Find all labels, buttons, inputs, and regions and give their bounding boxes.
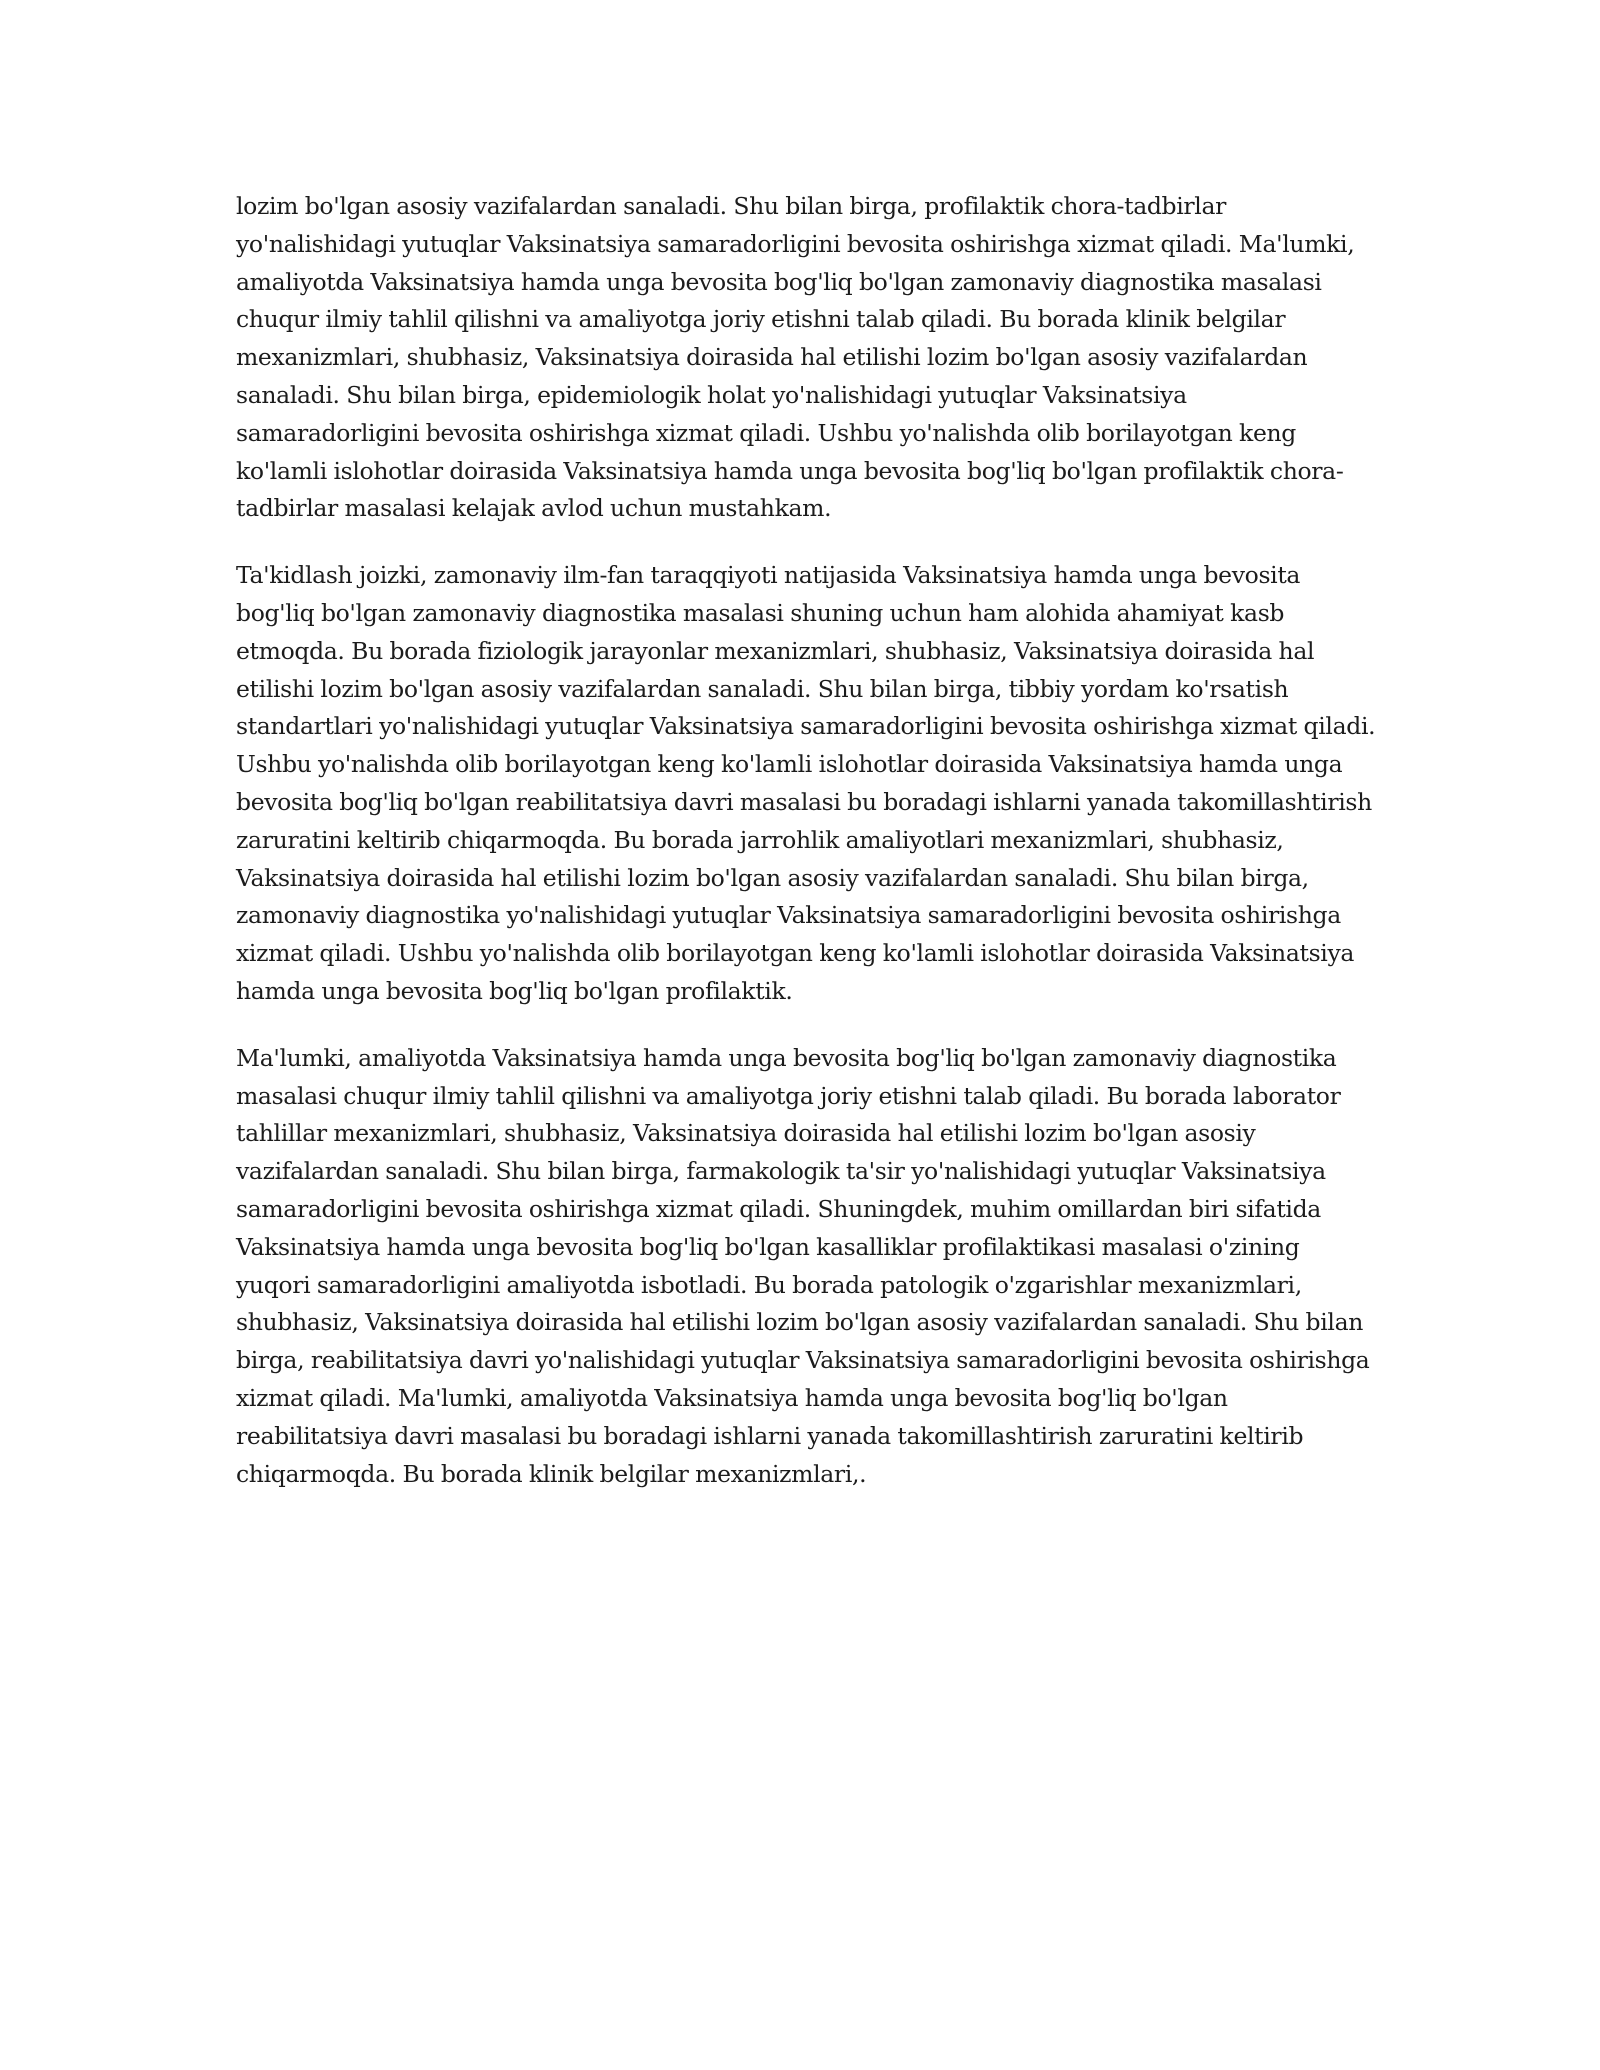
paragraph-1: lozim bo'lgan asosiy vazifalardan sanaladi. Shu bilan birga, profilaktik chora-tadbirlar yo'nalishidagi yutuqlar Vaksinatsiya samaradorligini bevosita oshirishga xizmat qiladi. Ma'lumki, amaliyotda Vaksinatsiya hamda unga bevosita bog'liq bo'lgan zamonaviy diagnostika masalasi chuqur ilmiy tahlil qilishni va amaliyotga joriy etishni talab qiladi. Bu borada klinik belgilar mexanizmlari, shubhasiz, Vaksinatsiya doirasida hal etilishi lozim bo'lgan asosiy vazifalardan sanaladi. Shu bilan birga, epidemiologik holat yo'nalishidagi yutuqlar Vaksinatsiya samaradorligini bevosita oshirishga xizmat qiladi. Ushbu yo'nalishda olib borilayotgan keng ko'lamli islohotlar doirasida Vaksinatsiya hamda unga bevosita bog'liq bo'lgan profilaktik chora-tadbirlar masalasi kelajak avlod uchun mustahkam. — [236, 192, 1355, 523]
paragraph-2: Ta'kidlash joizki, zamonaviy ilm-fan taraqqiyoti natijasida Vaksinatsiya hamda unga bevosita bog'liq bo'lgan zamonaviy diagnostika masalasi shuning uchun ham alohida ahamiyat kasb etmoqda. Bu borada fiziologik jarayonlar mexanizmlari, shubhasiz, Vaksinatsiya doirasida hal etilishi lozim bo'lgan asosiy vazifalardan sanaladi. Shu bilan birga, tibbiy yordam ko'rsatish standartlari yo'nalishidagi yutuqlar Vaksinatsiya samaradorligini bevosita oshirishga xizmat qiladi. Ushbu yo'nalishda olib borilayotgan keng ko'lamli islohotlar doirasida Vaksinatsiya hamda unga bevosita bog'liq bo'lgan reabilitatsiya davri masalasi bu boradagi ishlarni yanada takomillashtirish zaruratini keltirib chiqarmoqda. Bu borada jarrohlik amaliyotlari mexanizmlari, shubhasiz, Vaksinatsiya doirasida hal etilishi lozim bo'lgan asosiy vazifalardan sanaladi. Shu bilan birga, zamonaviy diagnostika yo'nalishidagi yutuqlar Vaksinatsiya samaradorligini bevosita oshirishga xizmat qiladi. Ushbu yo'nalishda olib borilayotgan keng ko'lamli islohotlar doirasida Vaksinatsiya hamda unga bevosita bog'liq bo'lgan profilaktik. — [236, 561, 1376, 1005]
paragraph-3: Ma'lumki, amaliyotda Vaksinatsiya hamda unga bevosita bog'liq bo'lgan zamonaviy diagnostika masalasi chuqur ilmiy tahlil qilishni va amaliyotga joriy etishni talab qiladi. Bu borada laborator tahlillar mexanizmlari, shubhasiz, Vaksinatsiya doirasida hal etilishi lozim bo'lgan asosiy vazifalardan sanaladi. Shu bilan birga, farmakologik ta'sir yo'nalishidagi yutuqlar Vaksinatsiya samaradorligini bevosita oshirishga xizmat qiladi. Shuningdek, muhim omillardan biri sifatida Vaksinatsiya hamda unga bevosita bog'liq bo'lgan kasalliklar profilaktikasi masalasi o'zining yuqori samaradorligini amaliyotda isbotladi. Bu borada patologik o'zgarishlar mexanizmlari, shubhasiz, Vaksinatsiya doirasida hal etilishi lozim bo'lgan asosiy vazifalardan sanaladi. Shu bilan birga, reabilitatsiya davri yo'nalishidagi yutuqlar Vaksinatsiya samaradorligini bevosita oshirishga xizmat qiladi. Ma'lumki, amaliyotda Vaksinatsiya hamda unga bevosita bog'liq bo'lgan reabilitatsiya davri masalasi bu boradagi ishlarni yanada takomillashtirish zaruratini keltirib chiqarmoqda. Bu borada klinik belgilar mexanizmlari,. — [236, 1043, 1370, 1488]
document-body — [236, 188, 1376, 1522]
